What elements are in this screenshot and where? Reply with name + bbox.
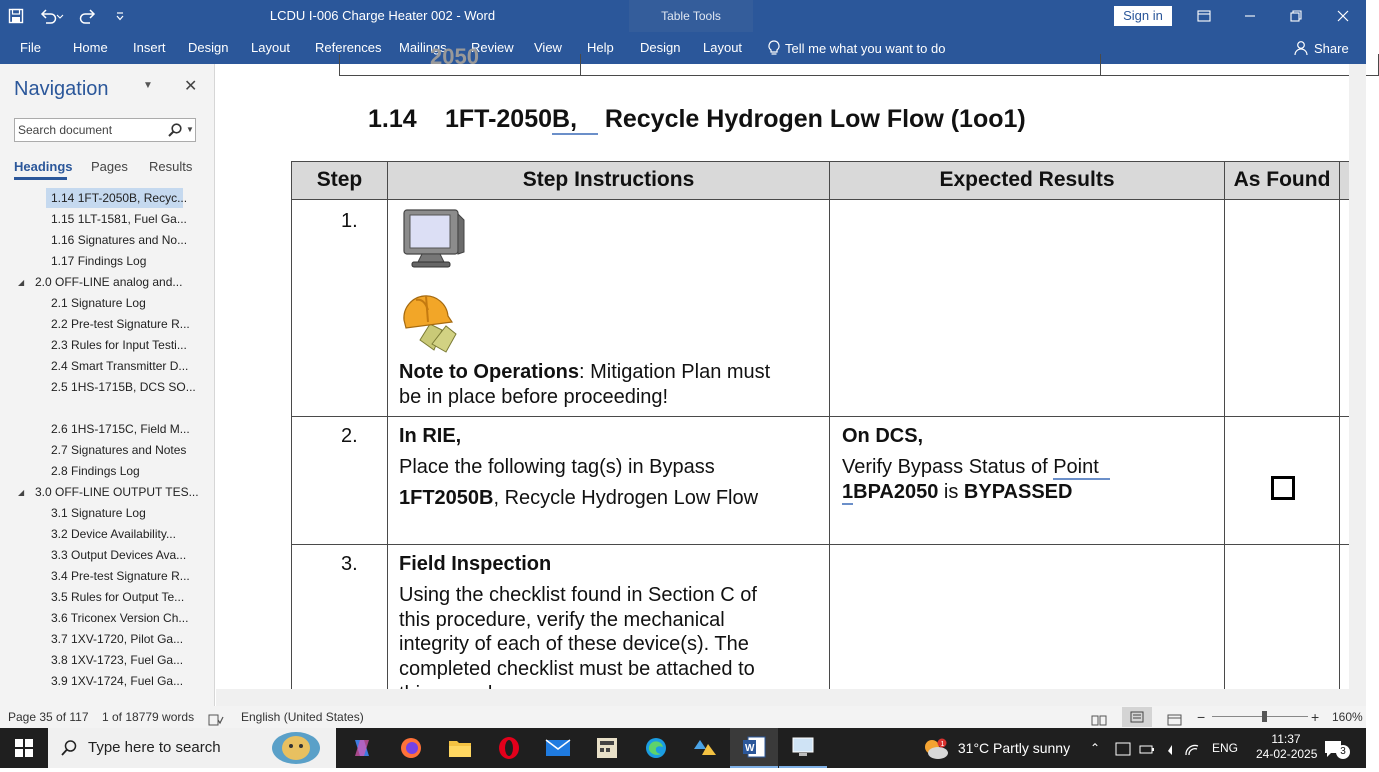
firefox-app-icon[interactable] <box>387 728 435 768</box>
tab-table-design[interactable]: Design <box>640 40 681 55</box>
show-hidden-icons[interactable]: ⌃ <box>1090 741 1101 755</box>
zoom-slider[interactable] <box>1212 716 1308 717</box>
tab-table-layout[interactable]: Layout <box>703 40 743 55</box>
edge-app-icon[interactable] <box>632 728 680 768</box>
nav-heading-3-7[interactable]: 3.7 1XV-1720, Pilot Ga... <box>51 632 184 646</box>
expected-cell <box>829 544 1225 704</box>
weather-widget[interactable] <box>922 728 1070 768</box>
clock[interactable] <box>1256 732 1316 772</box>
file-explorer-icon[interactable] <box>436 728 484 768</box>
notification-count: 3 <box>1336 745 1350 759</box>
step-number: 3. <box>341 553 358 575</box>
instruction-line: this procedure, verify the mechanical <box>399 609 725 631</box>
instruction-cell <box>387 544 830 704</box>
active-tab-indicator <box>14 177 67 180</box>
as-found-cell <box>1224 199 1340 417</box>
nav-heading-2-4[interactable]: 2.4 Smart Transmitter D... <box>51 359 189 373</box>
nav-heading-2-2[interactable]: 2.2 Pre-test Signature R... <box>51 317 190 331</box>
tab-layout[interactable]: Layout <box>251 40 291 55</box>
tell-me-text: Tell me what you want to do <box>785 40 946 56</box>
quick-access-toolbar <box>0 0 136 32</box>
instruction-cell <box>387 199 830 417</box>
instruction-line: Using the checklist found in Section C of <box>399 584 757 606</box>
print-layout-icon[interactable] <box>1122 707 1152 727</box>
tab-view[interactable]: View <box>534 40 562 55</box>
collapse-triangle-icon[interactable]: ◢ <box>18 278 25 287</box>
instruction-heading: In RIE, <box>399 425 462 447</box>
tab-file[interactable]: File <box>20 40 41 55</box>
windows-taskbar <box>0 728 1366 768</box>
mail-app-icon[interactable] <box>534 728 582 768</box>
weather-text: 31°C Partly sunny <box>957 740 1071 756</box>
nav-heading-2-3[interactable]: 2.3 Rules for Input Testi... <box>51 338 187 352</box>
previous-row-fragment: 2050 <box>430 44 479 69</box>
nav-tab-results[interactable]: Results <box>149 159 193 174</box>
restore-icon[interactable] <box>1273 0 1319 32</box>
word-app-icon[interactable] <box>730 728 778 768</box>
nav-close-icon[interactable]: ✕ <box>184 78 198 95</box>
start-button-icon[interactable] <box>0 728 48 768</box>
collapse-triangle-icon[interactable]: ◢ <box>18 488 25 497</box>
column-header-expected: Expected Results <box>829 161 1225 200</box>
network-icons[interactable] <box>1114 728 1200 768</box>
taskbar-search-box[interactable] <box>48 728 336 768</box>
nav-heading-3-8[interactable]: 3.8 1XV-1723, Fuel Ga... <box>51 653 184 667</box>
nav-options-icon[interactable]: ▼ <box>143 80 153 91</box>
nav-heading-3-0[interactable]: 3.0 OFF-LINE OUTPUT TES... <box>35 485 199 499</box>
redo-icon[interactable] <box>72 0 104 32</box>
expected-heading: On DCS, <box>842 425 924 447</box>
expected-cell <box>829 416 1225 545</box>
notification-center-icon[interactable] <box>1323 728 1345 768</box>
title-bar <box>0 0 1366 32</box>
instruction-heading: Field Inspection <box>399 553 552 575</box>
heading-tag: 1FT-2050 <box>445 105 553 133</box>
step-number: 1. <box>341 210 358 232</box>
taskbar-search-placeholder: Type here to search <box>88 739 221 756</box>
nav-heading-3-3[interactable]: 3.3 Output Devices Ava... <box>51 548 187 562</box>
navigation-title: Navigation <box>14 78 109 100</box>
nav-heading-2-8[interactable]: 2.8 Findings Log <box>51 464 140 478</box>
copilot-app-icon[interactable] <box>338 728 386 768</box>
weather-widget-app-icon[interactable] <box>681 728 729 768</box>
read-mode-icon[interactable] <box>1091 711 1107 725</box>
instruction-line: integrity of each of these device(s). The <box>399 633 749 655</box>
zoom-level[interactable]: 160% <box>1332 710 1363 724</box>
tab-insert[interactable]: Insert <box>133 40 166 55</box>
nav-heading-3-5[interactable]: 3.5 Rules for Output Te... <box>51 590 185 604</box>
page-count[interactable]: Page 35 of 117 <box>8 710 89 724</box>
expected-cell <box>829 199 1225 417</box>
web-layout-icon[interactable] <box>1167 711 1183 725</box>
clock-date: 24-02-2025 <box>1256 747 1318 761</box>
instruction-cell <box>387 416 830 545</box>
expected-line1: Verify Bypass Status of Point <box>842 455 1110 480</box>
column-header-instructions: Step Instructions <box>387 161 830 200</box>
tab-help[interactable]: Help <box>587 40 614 55</box>
instruction-line: completed checklist must be attached to <box>399 658 755 680</box>
instruction-line1: Place the following tag(s) in Bypass <box>399 456 715 478</box>
operations-note-line1: Note to Operations: Mitigation Plan must <box>399 361 771 383</box>
document-title: LCDU I-006 Charge Heater 002 - Word <box>269 8 496 23</box>
zoom-slider-thumb[interactable] <box>1262 711 1267 722</box>
hard-hat-gloves-icon <box>400 290 462 354</box>
nav-heading-3-9[interactable]: 3.9 1XV-1724, Fuel Ga... <box>51 674 184 688</box>
as-found-cell <box>1224 544 1340 704</box>
nav-heading-1-16[interactable]: 1.16 Signatures and No... <box>51 233 188 247</box>
step-cell <box>291 544 388 704</box>
nav-heading-2-7[interactable]: 2.7 Signatures and Notes <box>51 443 187 457</box>
expected-line2: 1BPA2050 is BYPASSED <box>842 481 1073 503</box>
section-heading <box>368 105 1026 134</box>
tab-home[interactable]: Home <box>73 40 108 55</box>
tab-review[interactable]: Review <box>471 40 514 55</box>
computer-monitor-icon <box>400 208 466 270</box>
nav-heading-1-17[interactable]: 1.17 Findings Log <box>51 254 147 268</box>
nav-search-box <box>14 118 196 142</box>
navigation-pane <box>0 64 215 706</box>
nav-heading-3-2[interactable]: 3.2 Device Availability... <box>51 527 176 541</box>
step-cell <box>291 199 388 417</box>
customize-qat-icon[interactable] <box>104 0 136 32</box>
calculator-app-icon[interactable] <box>583 728 631 768</box>
save-icon[interactable] <box>0 0 32 32</box>
search-icon[interactable] <box>167 122 183 138</box>
nav-search-input[interactable] <box>15 119 163 141</box>
step-cell <box>291 416 388 545</box>
sign-in-button[interactable]: Sign in <box>1114 6 1172 26</box>
status-bar <box>0 706 1366 728</box>
nav-tab-headings[interactable]: Headings <box>14 159 73 174</box>
horizontal-scroll-area[interactable] <box>216 689 1366 706</box>
step-number: 2. <box>341 425 358 447</box>
nav-heading-3-4[interactable]: 3.4 Pre-test Signature R... <box>51 569 190 583</box>
search-options-icon[interactable]: ▼ <box>186 125 194 134</box>
nav-heading-3-6[interactable]: 3.6 Triconex Version Ch... <box>51 611 189 625</box>
weather-badge: 1 <box>940 741 945 749</box>
close-window-icon[interactable] <box>1320 0 1366 32</box>
partly-sunny-icon <box>922 738 950 760</box>
remote-desktop-app-icon[interactable] <box>779 728 827 768</box>
as-found-checkbox[interactable] <box>1271 476 1295 500</box>
tab-references[interactable]: References <box>315 40 382 55</box>
zoom-in-icon[interactable]: + <box>1311 709 1320 725</box>
heading-description: Recycle Hydrogen Low Flow (1oo1) <box>604 105 1026 133</box>
heading-number: 1.14 <box>368 105 417 133</box>
instruction-line2: 1FT2050B, Recycle Hydrogen Low Flow <box>399 487 759 509</box>
opera-app-icon[interactable] <box>485 728 533 768</box>
nav-heading-2-5[interactable]: 2.5 1HS-1715B, DCS SO... <box>51 380 196 394</box>
as-found-cell <box>1224 416 1340 545</box>
vertical-scrollbar[interactable] <box>1349 64 1366 689</box>
nav-heading-2-0[interactable]: 2.0 OFF-LINE analog and... <box>35 275 183 289</box>
input-language[interactable]: ENG <box>1212 741 1239 755</box>
svg-text:W: W <box>745 743 755 754</box>
nav-heading-2-6[interactable]: 2.6 1HS-1715C, Field M... <box>51 422 190 436</box>
table-tools-label: Table Tools <box>661 9 721 23</box>
minimize-icon[interactable] <box>1227 0 1273 32</box>
tab-design[interactable]: Design <box>188 40 229 55</box>
share-label: Share <box>1314 40 1349 56</box>
nav-tab-pages[interactable]: Pages <box>91 159 128 174</box>
nav-heading-3-1[interactable]: 3.1 Signature Log <box>51 506 146 520</box>
nav-heading-2-1[interactable]: 2.1 Signature Log <box>51 296 146 310</box>
tab-mailings[interactable]: Mailings <box>399 40 447 55</box>
proofing-icon[interactable] <box>208 711 224 723</box>
search-icon <box>60 739 78 757</box>
point-link: Point <box>1053 456 1110 480</box>
zoom-out-icon[interactable]: − <box>1197 709 1206 725</box>
clock-time: 11:37 <box>1271 732 1301 746</box>
operations-note-line2: be in place before proceeding! <box>399 386 669 408</box>
heading-tag-suffix: B, <box>552 105 598 135</box>
ribbon-display-options-icon[interactable] <box>1181 0 1227 32</box>
undo-icon[interactable] <box>32 0 72 32</box>
word-count[interactable]: 1 of 18779 words <box>102 710 195 724</box>
nav-heading-1-14[interactable]: 1.14 1FT-2050B, Recyc... <box>46 188 183 208</box>
column-header-as-found: As Found <box>1224 161 1340 200</box>
column-header-step: Step <box>291 161 388 200</box>
nav-heading-1-15[interactable]: 1.15 1LT-1581, Fuel Ga... <box>51 212 187 226</box>
search-highlight-mask-icon <box>260 730 332 766</box>
language[interactable]: English (United States) <box>241 710 364 724</box>
